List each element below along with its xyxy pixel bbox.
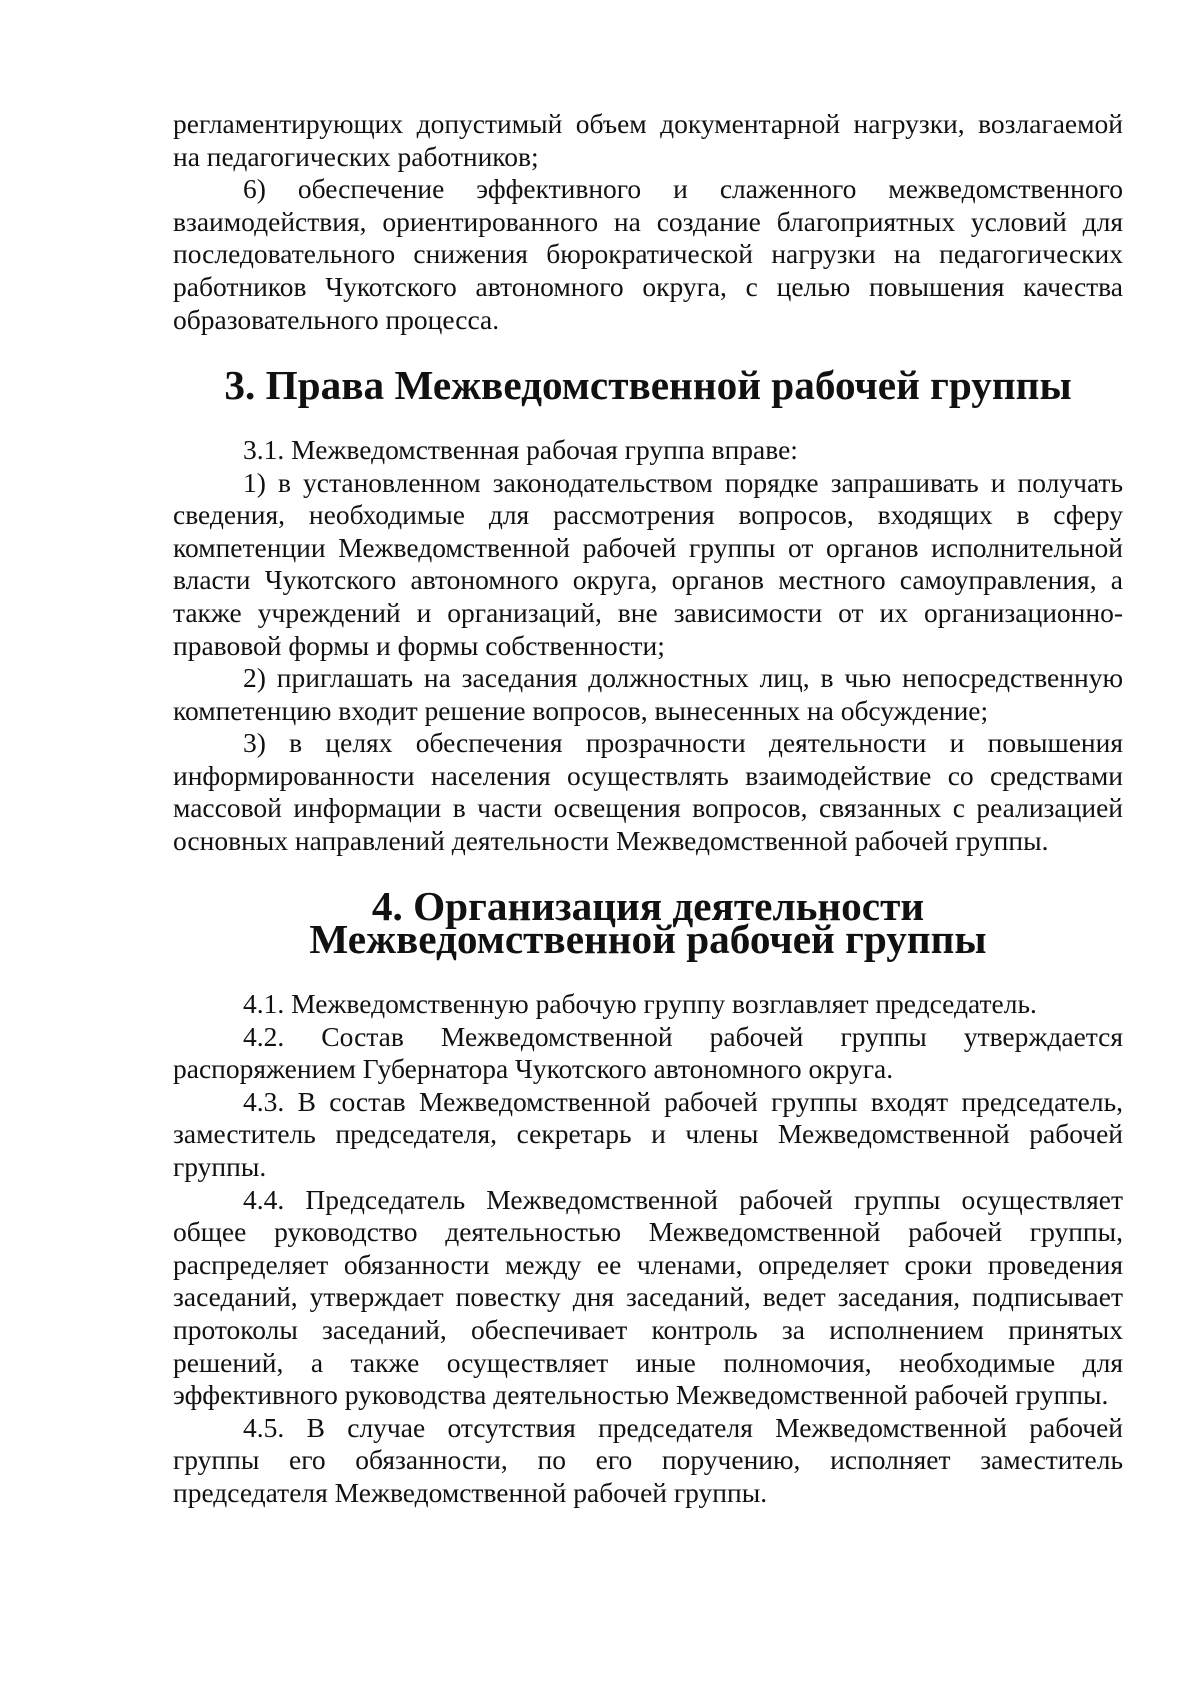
section-3-heading: 3. Права Межведомственной рабочей группы [224, 361, 1072, 408]
document-page [173, 108, 1123, 1510]
paragraph-3-1-2: 2) приглашать на заседания должностных лиц, в чью непосредственную компетенцию входит решение вопросов, вынесенных на обсуждение; [173, 662, 1123, 726]
paragraph-4-5: 4.5. В случае отсутствия председателя Межведомственной рабочей группы его обязанности, по его поручению, исполняет заместитель председателя Межведомственной рабочей группы. [173, 1411, 1123, 1508]
section-4-heading-line-2: Межведомственной рабочей группы [309, 915, 987, 962]
paragraph-4-3: 4.3. В состав Межведомственной рабочей группы входят председатель, заместитель председателя, секретарь и члены Межведомственной рабочей группы. [173, 1085, 1123, 1182]
section-4-heading [173, 883, 1123, 962]
section-4-heading-line-1: 4. Организация деятельности [371, 883, 925, 930]
paragraph-4-1: 4.1. Межведомственную рабочую группу возглавляет председатель. [243, 988, 1037, 1020]
paragraph-3-1: 3.1. Межведомственная рабочая группа вправе: [243, 433, 798, 465]
paragraph-4-4: 4.4. Председатель Межведомственной рабочей группы осуществляет общее руководство деятельностью Межведомственной рабочей группы, распределяет обязанности между ее членами, определяет сроки проведения заседаний, утверждает повестку дня заседаний, ведет заседания, подписывает протоколы заседаний, обеспечивает контроль за исполнением принятых решений, а также осуществляет иные полномочия, необходимые для эффективного руководства деятельностью Межведомственной рабочей группы. [173, 1183, 1123, 1411]
paragraph-2-6: 6) обеспечение эффективного и слаженного межведомственного взаимодействия, ориентированного на создание благоприятных условий для последовательного снижения бюрократической нагрузки на педагогических работников Чукотского автономного округа, с целью повышения качества образовательного процесса. [173, 173, 1123, 335]
paragraph-continuation: регламентирующих допустимый объем документарной нагрузки, возлагаемой на педагогических работников; [173, 108, 1123, 172]
paragraph-3-1-1: 1) в установленном законодательством порядке запрашивать и получать сведения, необходимые для рассмотрения вопросов, входящих в сферу компетенции Межведомственной рабочей группы от органов исполнительной власти Чукотского автономного округа, органов местного самоуправления, а также учреждений и организаций, вне зависимости от их организационно-правовой формы и формы собственности; [173, 466, 1123, 661]
paragraph-4-2: 4.2. Состав Межведомственной рабочей группы утверждается распоряжением Губернатора Чукотского автономного округа. [173, 1020, 1123, 1085]
paragraph-3-1-3: 3) в целях обеспечения прозрачности деятельности и повышения информированности населения осуществлять взаимодействие со средствами массовой информации в части освещения вопросов, связанных с реализацией основных направлений деятельности Межведомственной рабочей группы. [173, 727, 1123, 857]
